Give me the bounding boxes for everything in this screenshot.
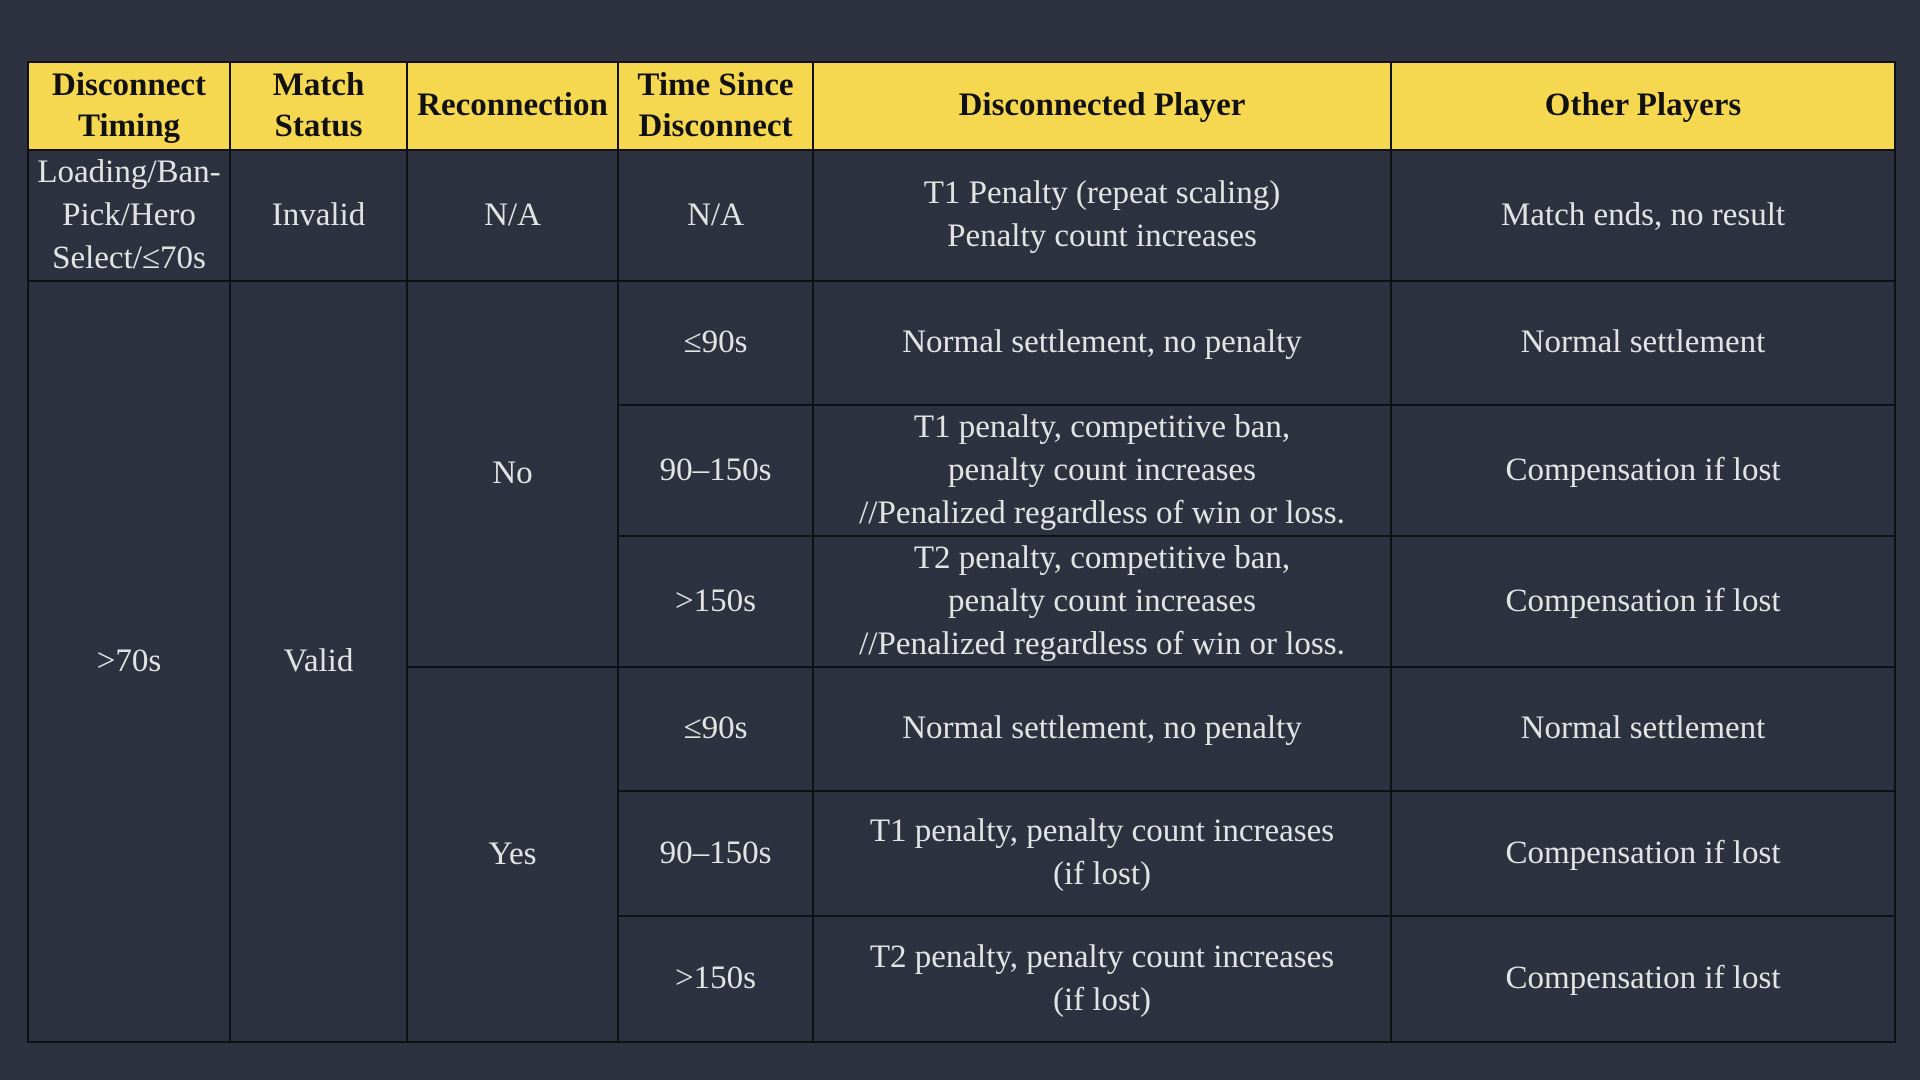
cell-reconnection-no: No (407, 281, 618, 667)
cell-time-since: >150s (618, 536, 813, 667)
cell-other-players: Normal settlement (1391, 281, 1895, 405)
cell-time-since: ≤90s (618, 667, 813, 791)
cell-time-since: 90–150s (618, 405, 813, 536)
cell-disconnected-player (813, 536, 1391, 667)
cell-other-players: Compensation if lost (1391, 916, 1895, 1042)
cell-text-line: (if lost) (1052, 856, 1152, 893)
cell-disconnected-player (813, 405, 1391, 536)
cell-time-since: N/A (618, 150, 813, 281)
cell-match-status: Invalid (230, 150, 407, 281)
header-disconnect-timing (28, 62, 230, 150)
cell-time-since: 90–150s (618, 791, 813, 916)
cell-match-status-group: Valid (230, 281, 407, 1042)
cell-text-line: //Penalized regardless of win or loss. (859, 494, 1345, 531)
header-match-status-line-1: Match (272, 66, 365, 103)
cell-text-line: T1 penalty, competitive ban, (913, 408, 1291, 445)
cell-other-players: Compensation if lost (1391, 791, 1895, 916)
cell-time-since: ≤90s (618, 281, 813, 405)
cell-text-line: Penalty count increases (947, 218, 1257, 255)
cell-reconnection: N/A (407, 150, 618, 281)
cell-disconnected-player (813, 791, 1391, 916)
cell-disconnected-player (813, 281, 1391, 405)
header-time-since-line-2: Disconnect (638, 108, 793, 144)
header-disconnect-timing-line-1: Disconnect (52, 66, 206, 103)
cell-text-line: penalty count increases (948, 582, 1256, 619)
cell-text-line: //Penalized regardless of win or loss. (859, 625, 1345, 662)
cell-disconnect-timing (28, 150, 230, 281)
cell-text-line: penalty count increases (948, 451, 1256, 488)
table-row (28, 150, 1895, 281)
header-match-status-line-2: Status (274, 108, 363, 144)
header-row (28, 62, 1895, 150)
header-match-status (230, 62, 407, 150)
header-disconnect-timing-line-2: Timing (77, 108, 181, 144)
cell-text-line: Normal settlement, no penalty (902, 324, 1302, 361)
cell-disconnected-player (813, 667, 1391, 791)
cell-disconnected-player (813, 150, 1391, 281)
cell-text-line: T1 penalty, penalty count increases (869, 813, 1335, 850)
cell-other-players: Compensation if lost (1391, 405, 1895, 536)
cell-text-line: T2 penalty, penalty count increases (869, 938, 1335, 975)
cell-time-since: >150s (618, 916, 813, 1042)
cell-text-line: (if lost) (1052, 981, 1152, 1018)
header-other-players: Other Players (1391, 62, 1895, 150)
cell-text-line: T1 Penalty (repeat scaling) (923, 175, 1281, 212)
cell-disconnected-player (813, 916, 1391, 1042)
cell-text-line: Select/≤70s (52, 239, 206, 276)
cell-other-players: Normal settlement (1391, 667, 1895, 791)
header-reconnection: Reconnection (407, 62, 618, 150)
cell-other-players: Match ends, no result (1391, 150, 1895, 281)
cell-other-players: Compensation if lost (1391, 536, 1895, 667)
cell-text-line: Loading/Ban- (37, 154, 221, 190)
disconnect-penalty-table (27, 61, 1896, 1043)
header-disconnected-player: Disconnected Player (813, 62, 1391, 150)
cell-text-line: T2 penalty, competitive ban, (913, 539, 1291, 576)
cell-disconnect-timing-group: >70s (28, 281, 230, 1042)
table-row (28, 281, 1895, 405)
cell-reconnection-yes: Yes (407, 667, 618, 1042)
header-time-since-line-1: Time Since (637, 66, 794, 103)
penalty-table-container (27, 61, 1894, 1041)
header-time-since-disconnect (618, 62, 813, 150)
cell-text-line: Normal settlement, no penalty (902, 710, 1302, 747)
cell-text-line: Pick/Hero (62, 196, 196, 233)
